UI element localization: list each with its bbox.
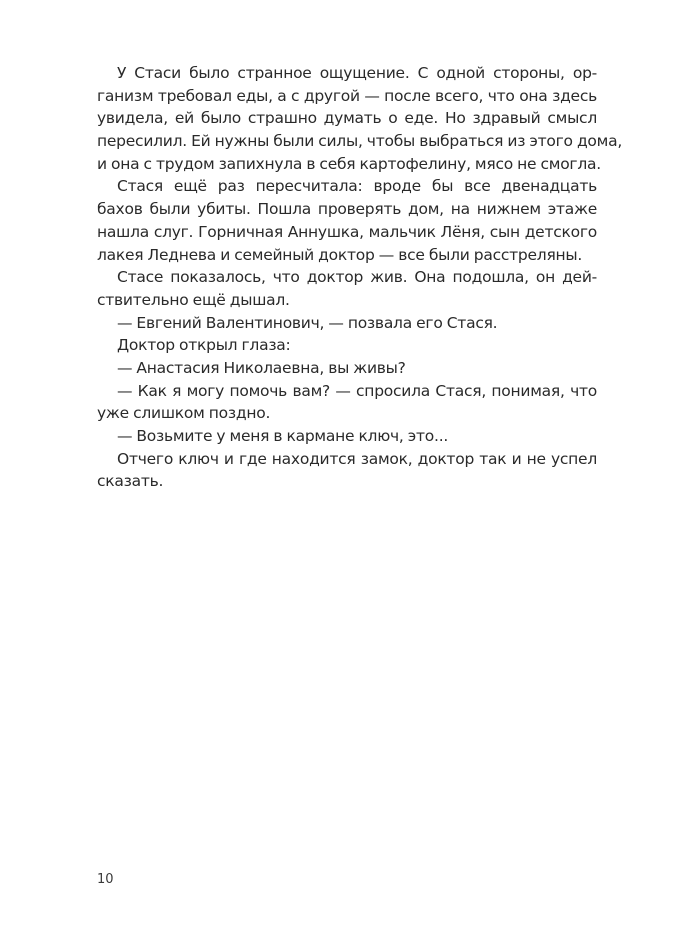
text-line: пересилил. Ей нужны были силы, чтобы выбраться из этого дома,	[97, 132, 623, 151]
text-line: ганизм требовал еды, а с другой — после всего, что она здесь	[97, 86, 597, 105]
text-line: увидела, ей было страшно думать о еде. Но здравый смысл	[97, 109, 597, 128]
text-line: — Анастасия Николаевна, вы живы?	[117, 358, 406, 377]
paragraph	[97, 266, 597, 311]
paragraph	[97, 380, 597, 425]
text-line: уже слишком поздно.	[97, 404, 271, 423]
paragraph	[97, 425, 597, 448]
text-line: сказать.	[97, 472, 164, 491]
page-number: 10	[97, 872, 114, 887]
text-line: Доктор открыл глаза:	[117, 336, 291, 355]
text-line: — Возьмите у меня в кармане ключ, это...	[117, 427, 449, 445]
paragraph	[97, 312, 597, 335]
text-line: бахов были убиты. Пошла проверять дом, на нижнем этаже	[97, 200, 597, 219]
paragraph	[97, 62, 623, 175]
paragraph	[97, 357, 597, 380]
text-line: ствительно ещё дышал.	[97, 290, 290, 309]
text-line: нашла слуг. Горничная Аннушка, мальчик Лёня, сын детского	[97, 222, 597, 241]
text-line: — Евгений Валентинович, — позвала его Стася.	[117, 313, 498, 332]
body-text	[97, 62, 623, 493]
text-line: лакея Леднева и семейный доктор — все были расстреляны.	[97, 245, 583, 264]
text-line: У Стаси было странное ощущение. С одной стороны, ор-	[117, 64, 597, 82]
text-line: — Как я могу помочь вам? — спросила Стася, понимая, что	[117, 381, 597, 400]
text-line: Стася ещё раз пересчитала: вроде бы все двенадцать	[117, 177, 597, 196]
text-line: Отчего ключ и где находится замок, доктор так и не успел	[117, 449, 597, 468]
text-line: Стасе показалось, что доктор жив. Она подошла, он дей-	[117, 268, 597, 287]
paragraph	[97, 334, 597, 357]
text-line: и она с трудом запихнула в себя картофелину, мясо не смогла.	[97, 154, 601, 173]
paragraph	[97, 175, 597, 266]
paragraph	[97, 448, 597, 493]
